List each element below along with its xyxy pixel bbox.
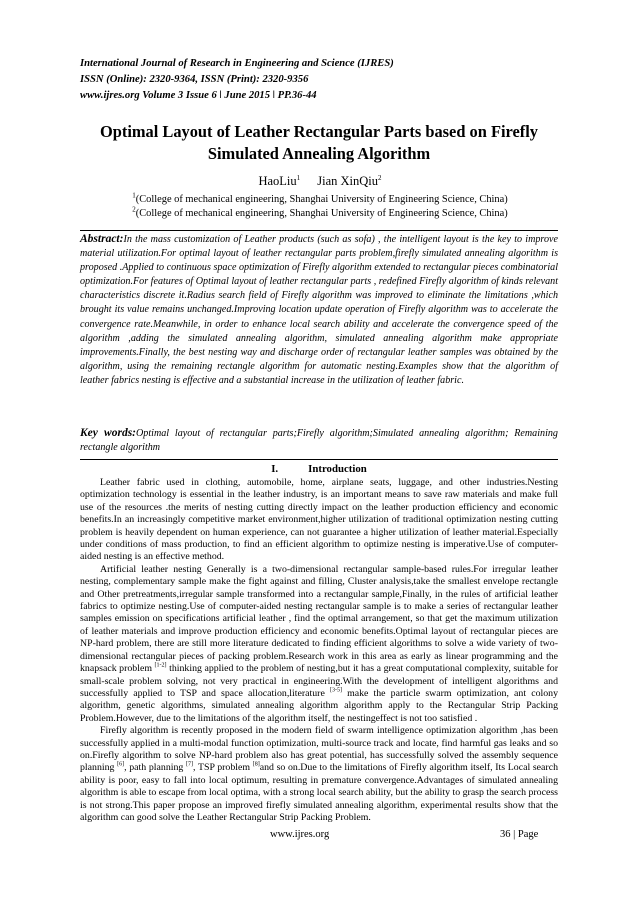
affiliation-2-text: (College of mechanical engineering, Shanghai University of Engineering Science, China) — [135, 208, 508, 219]
citation-3-5: [3-5] — [329, 687, 342, 694]
citation-6: [6] — [117, 762, 125, 769]
journal-name: International Journal of Research in Engineering and Science (IJRES) — [80, 58, 394, 69]
abstract-text: In the mass customization of Leather products (such as sofa) , the intelligent layout is the key to improve material utilization.For optimal layout of leather rectangular parts problem,firefly simulated annealing algorithm is proposed .Applied to continuous space optimization of Firefly algorithm extended to rectangular pieces combinatorial optimization.For features of Optimal layout of leather rectangular parts , redefined Firefly algorithm of kinds relevant characteristics discrete it.Radius search field of Firefly algorithm was improved to eliminate the limitations ,which brought its value remains unchanged.Improving location update operation of Firefly algorithm was to accelerate the convergence rate.Meanwhile, in order to enhance local search ability and accelerate the convergence speed of the algorithm ,adding the simulated annealing algorithm, simulated annealing algorithm make appropriate improvements.Finally, the best nesting way and discharge order of rectangular leather samples was obtained by the algorithm, using the remaining rectangle algorithm for automatic nesting.Examples show that the algorithm of leather fabrics nesting is effective and a substantial increase in the utilization of leather fabric. — [80, 234, 558, 386]
paragraph-3-text-b: , path planning — [124, 762, 186, 774]
abstract — [80, 232, 558, 388]
section-heading — [80, 463, 558, 475]
abstract-label: Abstract: — [80, 233, 124, 245]
author-2-affiliation-mark: 2 — [378, 173, 382, 182]
body-text — [80, 477, 558, 824]
keywords-text: Optimal layout of rectangular parts;Firefly algorithm;Simulated annealing algorithm; Remaining rectangle algorithm — [80, 428, 558, 454]
affiliation-1-mark: 1 — [132, 191, 136, 200]
footer-url: www.ijres.org — [270, 829, 330, 840]
citation-1-2: [1-2] — [154, 662, 167, 669]
paragraph-3 — [80, 725, 558, 824]
title-line-2: Simulated Annealing Algorithm — [207, 144, 431, 163]
keywords — [80, 426, 558, 455]
affiliation-1 — [80, 191, 560, 205]
section-title: Introduction — [308, 463, 367, 475]
author-2-name: Jian XinQiu — [317, 174, 379, 188]
author-1 — [258, 174, 300, 188]
paragraph-2-text-b: thinking applied to the problem of nesting,but it has a great computational complexity, suitable for small-scale problem solving, not very practical in engineering.With the development of intelligent algorithms and successfully applied to TSP and space allocation,literature — [80, 663, 558, 699]
affiliation-2 — [80, 205, 560, 219]
section-number: I. — [271, 463, 279, 475]
paragraph-3-text-d: and so on.Due to the limitations of Firefly algorithm itself, Its Local search ability is poor, easy to fall into local optimum, resulting in premature convergence.Advantages of simulated annealing algorithm is able to escape from local optima, with a strong local search ability, but the ability to grasp the search process is not strong.This paper propose an improved firefly simulated annealing algorithm, experimental results show that the algorithm can good solve the Leather Rectangular Strip Packing Problem. — [80, 762, 559, 823]
paragraph-3-text-a: Firefly algorithm is recently proposed in the modern field of swarm intelligence optimization algorithm ,has been successfully applied in a multi-modal function optimization, multi-source track and locate, find harmful gas leaks and so on.Firefly algorithm to solve NP-hard problem also has great potential, has successfully solved the assembly sequence planning — [80, 725, 558, 774]
author-list — [80, 174, 560, 189]
author-2 — [317, 174, 381, 188]
paragraph-2-text-a: Artificial leather nesting Generally is a two-dimensional rectangular sample-based rules.For irregular leather nesting, complementary sample make the fight against and filling, Cluster analysis,take the smallest envelope rectangle and Other pretreatments,irregular sample transformed into a rectangular sample,Finally, in the rules of artificial leather fabrics to optimize nesting.Use of computer-aided nesting rectangular sample is to make a series of rectangular leather samples emission on specifications artificial leather , find the optimal arrangement, so that get the maximum utilization of leather materials and improve production efficiency and economic benefits.Optimal layout of rectangular pieces are NP-hard problem, there are still more literature dedicated to finding efficient algorithms to solve a wide variety of two-dimensional rectangular pieces of packing problem.Research work in this area as early as linear programming and the knapsack problem — [80, 563, 558, 675]
paragraph-2 — [80, 564, 558, 725]
author-1-affiliation-mark: 1 — [296, 173, 301, 182]
author-1-name: HaoLiu — [258, 174, 297, 188]
citation-7: [7] — [186, 762, 193, 769]
journal-issn: ISSN (Online): 2320-9364, ISSN (Print): 2320-9356 — [80, 74, 309, 85]
affiliation-2-mark: 2 — [132, 205, 136, 214]
journal-volume: www.ijres.org Volume 3 Issue 6 ǀ June 2015 ǀ PP.36-44 — [80, 90, 317, 101]
paper-title — [78, 121, 560, 165]
affiliation-1-text: (College of mechanical engineering, Shanghai University of Engineering Science, China) — [135, 194, 508, 205]
title-line-1: Optimal Layout of Leather Rectangular Parts based on Firefly — [100, 122, 538, 141]
paragraph-3-text-c: , TSP problem — [193, 762, 253, 774]
paragraph-2-text-c: make the particle swarm optimization, ant colony algorithm, genetic algorithms, simulated annealing algorithm algorithm apply to the Rectangular Strip Packing Problem.However, due to the limitations of the algorithm itself, the nestingeffect is not too satisfied . — [80, 687, 558, 724]
abstract-top-rule — [80, 230, 558, 231]
keywords-label: Key words: — [80, 427, 136, 439]
citation-8: [8] — [252, 762, 260, 769]
abstract-bottom-rule — [80, 459, 558, 460]
paragraph-1: Leather fabric used in clothing, automobile, home, airplane seats, luggage, and other industries.Nesting optimization technology is essential in the leather industry, is an important means to save raw materials and make full use of the resources .the merits of nesting cutting directly impact on the leather production efficiency and economic benefits.In an increasingly competitive market environment,higher utilization of traditional optimization nesting cutting problem is heavily dependent on human experience, can not guarantee a higher utilization of leather material.Especially under conditions of mass production, to find an efficient algorithm to optimize nesting is imperative.Use of computer-aided nesting is an effective method. — [80, 477, 558, 563]
journal-header — [80, 56, 560, 104]
footer-page-number: 36 | Page — [500, 829, 539, 840]
